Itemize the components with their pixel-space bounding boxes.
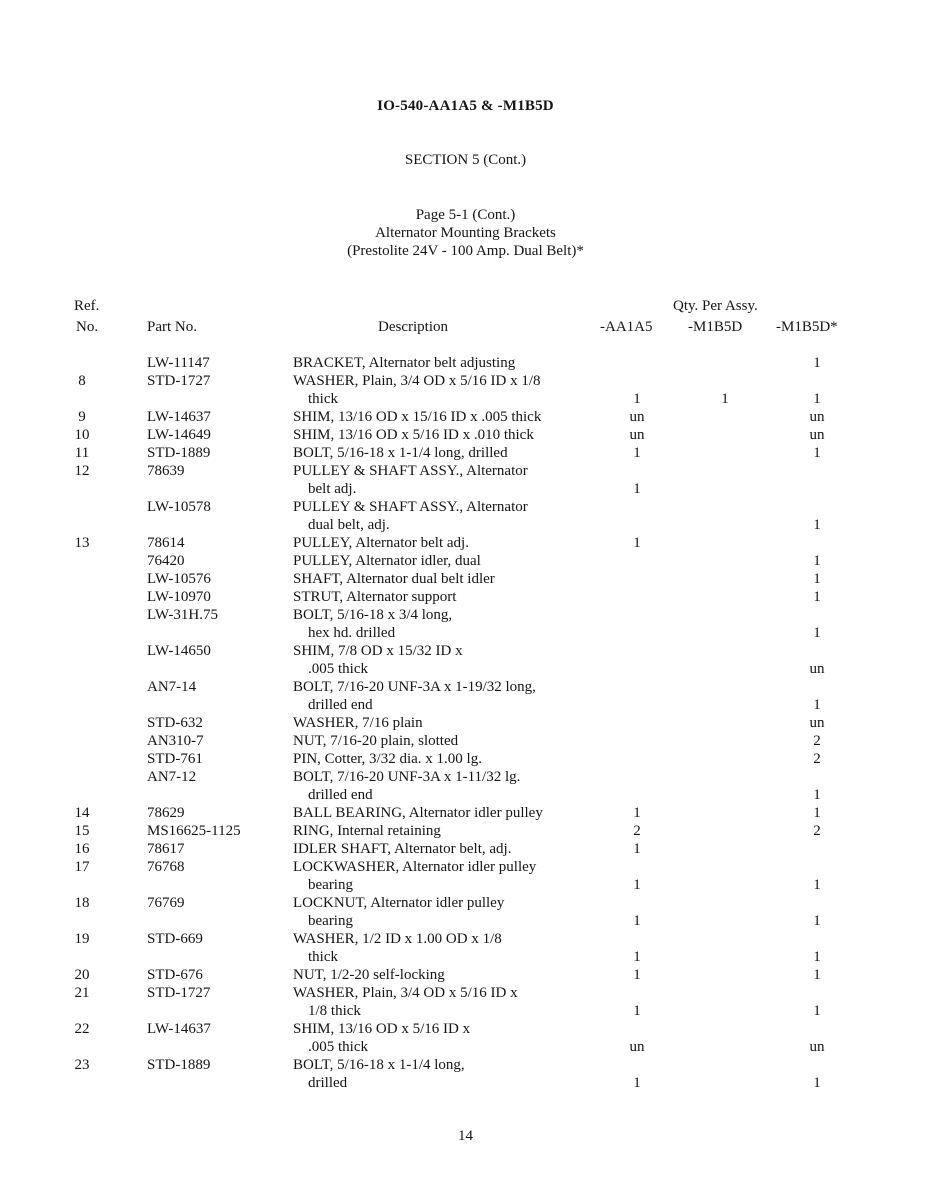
description-line: .005 thick	[308, 1039, 368, 1055]
table-row	[0, 534, 931, 552]
part-number: STD-761	[147, 751, 203, 767]
qty-m1b5d-star: un	[809, 661, 825, 677]
description	[293, 1056, 465, 1092]
qty-aa1a5: 2	[633, 823, 641, 839]
description-line: NUT, 1/2-20 self-locking	[293, 967, 445, 983]
description	[293, 858, 536, 894]
description	[293, 768, 520, 804]
description	[293, 804, 543, 822]
part-number: LW-10576	[147, 571, 211, 587]
part-no-header: Part No.	[147, 319, 197, 335]
qty-m1b5d-star: 2	[813, 823, 821, 839]
qty-m1b5d-star: 1	[813, 625, 821, 641]
part-number: STD-632	[147, 715, 203, 731]
description-line: bearing	[308, 913, 353, 929]
qty-m1b5d-star: 1	[813, 391, 821, 407]
part-number: LW-11147	[147, 355, 210, 371]
part-number: LW-10970	[147, 589, 211, 605]
part-number: 76420	[147, 553, 185, 569]
qty-m1b5d-star: 1	[813, 1075, 821, 1091]
description-line: BALL BEARING, Alternator idler pulley	[293, 805, 543, 821]
description-line: BOLT, 7/16-20 UNF-3A x 1-19/32 long,	[293, 679, 536, 695]
description	[293, 588, 456, 606]
qty-aa1a5: 1	[633, 535, 641, 551]
page-reference: Page 5-1 (Cont.)	[415, 207, 516, 223]
ref-number: 16	[74, 841, 90, 857]
ref-number: 12	[74, 463, 90, 479]
description	[293, 372, 541, 408]
ref-header-line2: No.	[76, 319, 99, 335]
description	[293, 426, 534, 444]
description-line: drilled end	[308, 787, 373, 803]
ref-number: 9	[78, 409, 86, 425]
description	[293, 732, 458, 750]
description-line: PULLEY, Alternator belt adj.	[293, 535, 469, 551]
qty-m1b5d-star: un	[809, 409, 825, 425]
part-number: LW-14637	[147, 1021, 211, 1037]
qty-m1b5d-star: un	[809, 427, 825, 443]
table-row	[0, 1056, 931, 1092]
description	[293, 894, 504, 930]
qty-aa1a5: un	[629, 1039, 645, 1055]
description	[293, 552, 481, 570]
qty-aa1a5: 1	[633, 805, 641, 821]
table-row	[0, 750, 931, 768]
part-number: 78639	[147, 463, 185, 479]
qty-aa1a5: 1	[633, 877, 641, 893]
assembly-title: Alternator Mounting Brackets	[375, 225, 556, 241]
description-line: dual belt, adj.	[308, 517, 390, 533]
description	[293, 408, 541, 426]
description	[293, 984, 518, 1020]
table-row	[0, 606, 931, 642]
description-line: BOLT, 5/16-18 x 3/4 long,	[293, 607, 453, 623]
description	[293, 606, 452, 642]
description-line: SHIM, 13/16 OD x 15/16 ID x .005 thick	[293, 409, 542, 425]
qty-aa1a5: 1	[633, 1003, 641, 1019]
qty-m1b5d-star: 1	[813, 805, 821, 821]
qty-m1b5d-star: 2	[813, 733, 821, 749]
qty-m1b5d: 1	[721, 391, 729, 407]
description	[293, 642, 463, 678]
qty-aa1a5-header: -AA1A5	[600, 319, 653, 335]
qty-m1b5d-star: 1	[813, 517, 821, 533]
description-line: WASHER, 7/16 plain	[293, 715, 423, 731]
ref-number: 15	[74, 823, 90, 839]
qty-m1b5d-star: 1	[813, 877, 821, 893]
table-row	[0, 966, 931, 984]
table-row	[0, 1020, 931, 1056]
description	[293, 1020, 470, 1056]
description-line: thick	[308, 391, 338, 407]
part-number: STD-669	[147, 931, 203, 947]
description	[293, 534, 469, 552]
description-line: drilled	[308, 1075, 348, 1091]
qty-m1b5d-star: 1	[813, 1003, 821, 1019]
parts-table	[0, 354, 931, 1092]
ref-number: 10	[74, 427, 90, 443]
ref-number: 20	[74, 967, 90, 983]
table-row	[0, 894, 931, 930]
part-number: STD-1889	[147, 1057, 211, 1073]
qty-m1b5d-star: 1	[813, 949, 821, 965]
qty-m1b5d-star: 1	[813, 589, 821, 605]
page-number: 14	[458, 1128, 473, 1144]
ref-number: 8	[78, 373, 86, 389]
description	[293, 840, 511, 858]
description	[293, 462, 528, 498]
table-row	[0, 462, 931, 498]
section-heading: SECTION 5 (Cont.)	[404, 152, 527, 168]
table-row	[0, 678, 931, 714]
table-row	[0, 498, 931, 534]
description-line: BOLT, 5/16-18 x 1-1/4 long,	[293, 1057, 465, 1073]
qty-m1b5d-star: 2	[813, 751, 821, 767]
qty-aa1a5: 1	[633, 949, 641, 965]
table-row	[0, 588, 931, 606]
part-number: STD-1727	[147, 985, 211, 1001]
table-row	[0, 642, 931, 678]
qty-m1b5d-star: 1	[813, 445, 821, 461]
part-number: 78617	[147, 841, 185, 857]
ref-header-line1: Ref.	[74, 298, 100, 314]
description-line: bearing	[308, 877, 353, 893]
qty-aa1a5: 1	[633, 841, 641, 857]
qty-m1b5d-star: un	[809, 1039, 825, 1055]
table-row	[0, 804, 931, 822]
qty-m1b5d-header: -M1B5D	[688, 319, 743, 335]
description-line: SHIM, 13/16 OD x 5/16 ID x	[293, 1021, 471, 1037]
qty-aa1a5: 1	[633, 967, 641, 983]
part-number: AN310-7	[147, 733, 204, 749]
ref-number: 13	[74, 535, 90, 551]
qty-m1b5d-star: 1	[813, 787, 821, 803]
description-line: BOLT, 7/16-20 UNF-3A x 1-11/32 lg.	[293, 769, 521, 785]
qty-aa1a5: 1	[633, 445, 641, 461]
description-line: PULLEY & SHAFT ASSY., Alternator	[293, 463, 528, 479]
part-number: 78629	[147, 805, 185, 821]
description-line: BOLT, 5/16-18 x 1-1/4 long, drilled	[293, 445, 508, 461]
table-row	[0, 930, 931, 966]
ref-number: 22	[74, 1021, 90, 1037]
ref-number: 11	[74, 445, 90, 461]
document-title: IO-540-AA1A5 & -M1B5D	[377, 98, 554, 114]
description-line: WASHER, Plain, 3/4 OD x 5/16 ID x	[293, 985, 518, 1001]
part-number: LW-31H.75	[147, 607, 218, 623]
table-row	[0, 354, 931, 372]
table-row	[0, 822, 931, 840]
qty-m1b5d-star: 1	[813, 913, 821, 929]
part-number: AN7-12	[147, 769, 197, 785]
description-line: SHIM, 13/16 OD x 5/16 ID x .010 thick	[293, 427, 534, 443]
ref-number: 18	[74, 895, 90, 911]
description	[293, 750, 482, 768]
table-row	[0, 426, 931, 444]
table-row	[0, 372, 931, 408]
description	[293, 498, 528, 534]
ref-number: 23	[74, 1057, 90, 1073]
description-line: NUT, 7/16-20 plain, slotted	[293, 733, 459, 749]
description-line: IDLER SHAFT, Alternator belt, adj.	[293, 841, 512, 857]
part-number: 76769	[147, 895, 185, 911]
description-line: belt adj.	[308, 481, 357, 497]
description-line: PIN, Cotter, 3/32 dia. x 1.00 lg.	[293, 751, 482, 767]
part-number: MS16625-1125	[147, 823, 241, 839]
ref-number: 14	[74, 805, 90, 821]
qty-aa1a5: 1	[633, 913, 641, 929]
part-number: STD-1889	[147, 445, 211, 461]
description-line: hex hd. drilled	[308, 625, 396, 641]
part-number: LW-14650	[147, 643, 211, 659]
description-line: BRACKET, Alternator belt adjusting	[293, 355, 516, 371]
table-row	[0, 858, 931, 894]
qty-m1b5d-star: 1	[813, 553, 821, 569]
description-line: thick	[308, 949, 338, 965]
qty-per-assy-header: Qty. Per Assy.	[673, 298, 758, 314]
description	[293, 570, 495, 588]
table-row	[0, 570, 931, 588]
part-number: LW-14649	[147, 427, 211, 443]
description	[293, 930, 502, 966]
page-reference-block	[0, 206, 931, 260]
description	[293, 966, 445, 984]
table-row	[0, 408, 931, 426]
ref-number: 17	[74, 859, 90, 875]
qty-m1b5d-star: 1	[813, 571, 821, 587]
table-row	[0, 444, 931, 462]
description-line: WASHER, 1/2 ID x 1.00 OD x 1/8	[293, 931, 502, 947]
description-line: LOCKWASHER, Alternator idler pulley	[293, 859, 537, 875]
description	[293, 714, 423, 732]
qty-aa1a5: 1	[633, 391, 641, 407]
part-number: AN7-14	[147, 679, 197, 695]
description-line: .005 thick	[308, 661, 368, 677]
part-number: LW-10578	[147, 499, 211, 515]
table-row	[0, 768, 931, 804]
qty-aa1a5: un	[629, 409, 645, 425]
description	[293, 822, 441, 840]
qty-m1b5d-star-header: -M1B5D*	[776, 319, 838, 335]
part-number: STD-676	[147, 967, 203, 983]
description-line: PULLEY, Alternator idler, dual	[293, 553, 481, 569]
description-line: LOCKNUT, Alternator idler pulley	[293, 895, 505, 911]
part-number: 76768	[147, 859, 185, 875]
table-row	[0, 840, 931, 858]
qty-aa1a5: un	[629, 427, 645, 443]
part-number: STD-1727	[147, 373, 211, 389]
table-row	[0, 984, 931, 1020]
assembly-subtitle: (Prestolite 24V - 100 Amp. Dual Belt)*	[347, 243, 584, 259]
ref-number: 19	[74, 931, 90, 947]
part-number: 78614	[147, 535, 185, 551]
description-line: RING, Internal retaining	[293, 823, 441, 839]
ref-number: 21	[74, 985, 90, 1001]
qty-aa1a5: 1	[633, 1075, 641, 1091]
description-line: SHIM, 7/8 OD x 15/32 ID x	[293, 643, 463, 659]
qty-m1b5d-star: 1	[813, 697, 821, 713]
part-number: LW-14637	[147, 409, 211, 425]
table-row	[0, 552, 931, 570]
qty-m1b5d-star: 1	[813, 967, 821, 983]
description-line: 1/8 thick	[308, 1003, 361, 1019]
description-line: PULLEY & SHAFT ASSY., Alternator	[293, 499, 528, 515]
qty-aa1a5: 1	[633, 481, 641, 497]
table-row	[0, 732, 931, 750]
description	[293, 678, 536, 714]
description-header: Description	[378, 319, 448, 335]
description-line: SHAFT, Alternator dual belt idler	[293, 571, 495, 587]
description-line: STRUT, Alternator support	[293, 589, 457, 605]
table-row	[0, 714, 931, 732]
description-line: drilled end	[308, 697, 373, 713]
description	[293, 444, 508, 462]
description	[293, 354, 515, 372]
description-line: WASHER, Plain, 3/4 OD x 5/16 ID x 1/8	[293, 373, 541, 389]
qty-m1b5d-star: 1	[813, 355, 821, 371]
qty-m1b5d-star: un	[809, 715, 825, 731]
